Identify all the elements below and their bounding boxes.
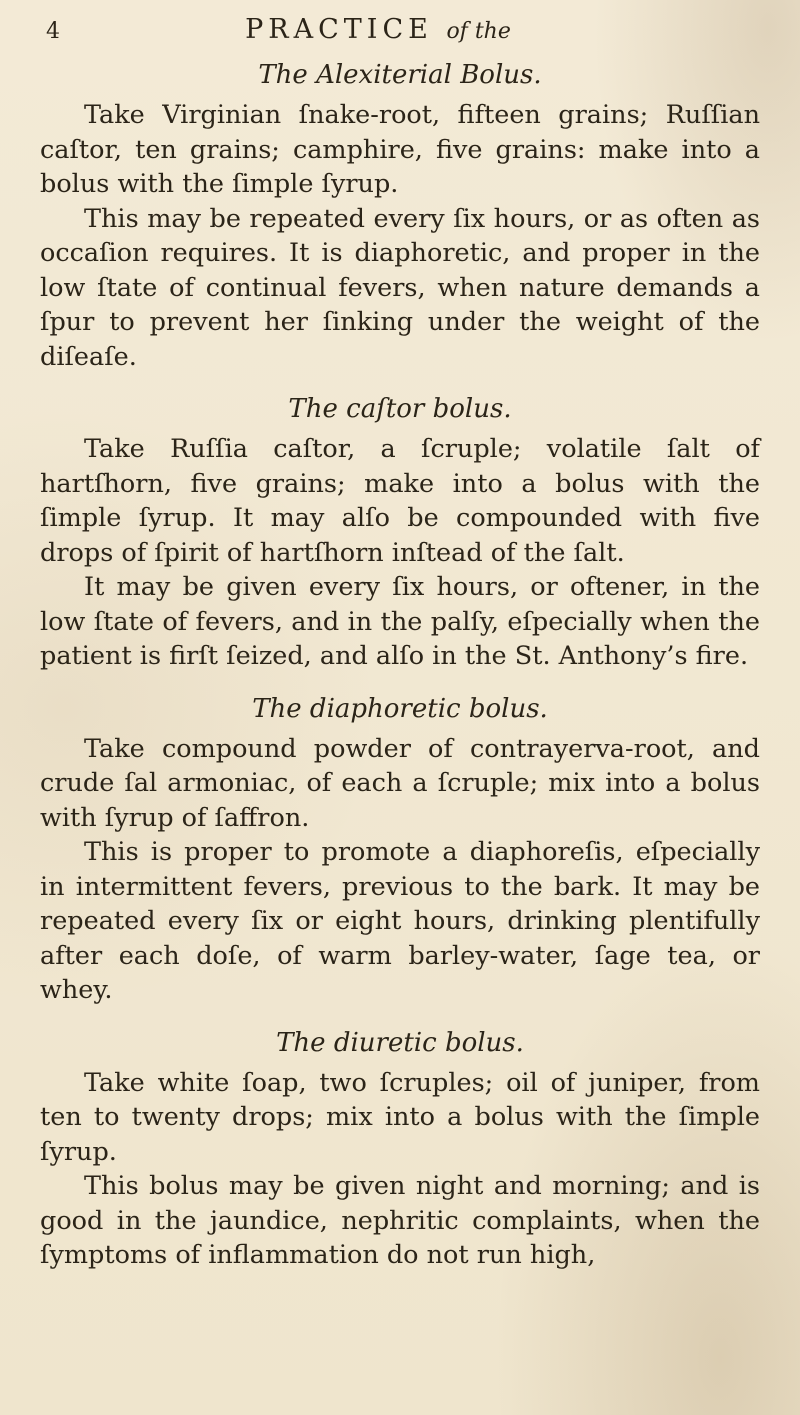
recipe-paragraph: Take white ſoap, two ſcruples; oil of juniper, from ten to twenty drops; mix into a bolus with the ſimple ſyrup. [40,1067,760,1167]
section-heading: The Alexiterial Bolus. [258,60,542,90]
page-number: 4 [46,19,60,44]
section-heading: The diuretic bolus. [276,1027,524,1058]
section-heading: The diaphoretic bolus. [252,693,548,724]
section-diaphoretic-bolus [40,692,760,1008]
section-castor-bolus [40,392,760,674]
running-head [40,14,760,54]
notes-paragraph: This bolus may be given night and morning; and is good in the jaundice, nephritic complaints, when the ſymptoms of inflammation do not run high, [40,1171,760,1270]
notes-paragraph: This may be repeated every ſix hours, or as often as occaſion requires. It is diaphoretic, and proper in the low ſtate of continual fevers, when nature demands a ſpur to prevent her ſinking under the weight of the diſeaſe. [40,203,760,372]
recipe-paragraph: Take Ruſſia caſtor, a ſcruple; volatile ſalt of hartſhorn, five grains; make into a bolus with the ſimple ſyrup. It may alſo be compounded with five drops of ſpirit of hartſhorn inſtead of the ſalt. [40,434,760,568]
notes-paragraph: This is proper to promote a diaphoreſis, eſpecially in intermittent fevers, previous to the bark. It may be repeated every ſix or eight hours, drinking plentifully after each doſe, of warm barley-water, ſage tea, or whey. [40,837,760,1005]
notes-paragraph: It may be given every ſix hours, or oftener, in the low ſtate of fevers, and in the palſy, eſpecially when the patient is firſt ſeized, and alſo in the St. Anthony’s fire. [40,572,760,671]
recipe-paragraph: Take Virginian ſnake-root, fifteen grains; Ruſſian caſtor, ten grains; camphire, five grains: make into a bolus with the ſimple ſyrup. [40,100,760,199]
section-heading: The caſtor bolus. [288,394,512,424]
running-title-small: of the [446,19,511,44]
running-title [116,14,760,45]
running-title-main: PRACTICE [245,14,433,45]
recipe-paragraph: Take compound powder of contrayerva-root, and crude ſal armoniac, of each a ſcruple; mix into a bolus with ſyrup of ſaffron. [40,733,760,833]
section-alexiterial-bolus [40,58,760,374]
section-diuretic-bolus [40,1026,760,1273]
